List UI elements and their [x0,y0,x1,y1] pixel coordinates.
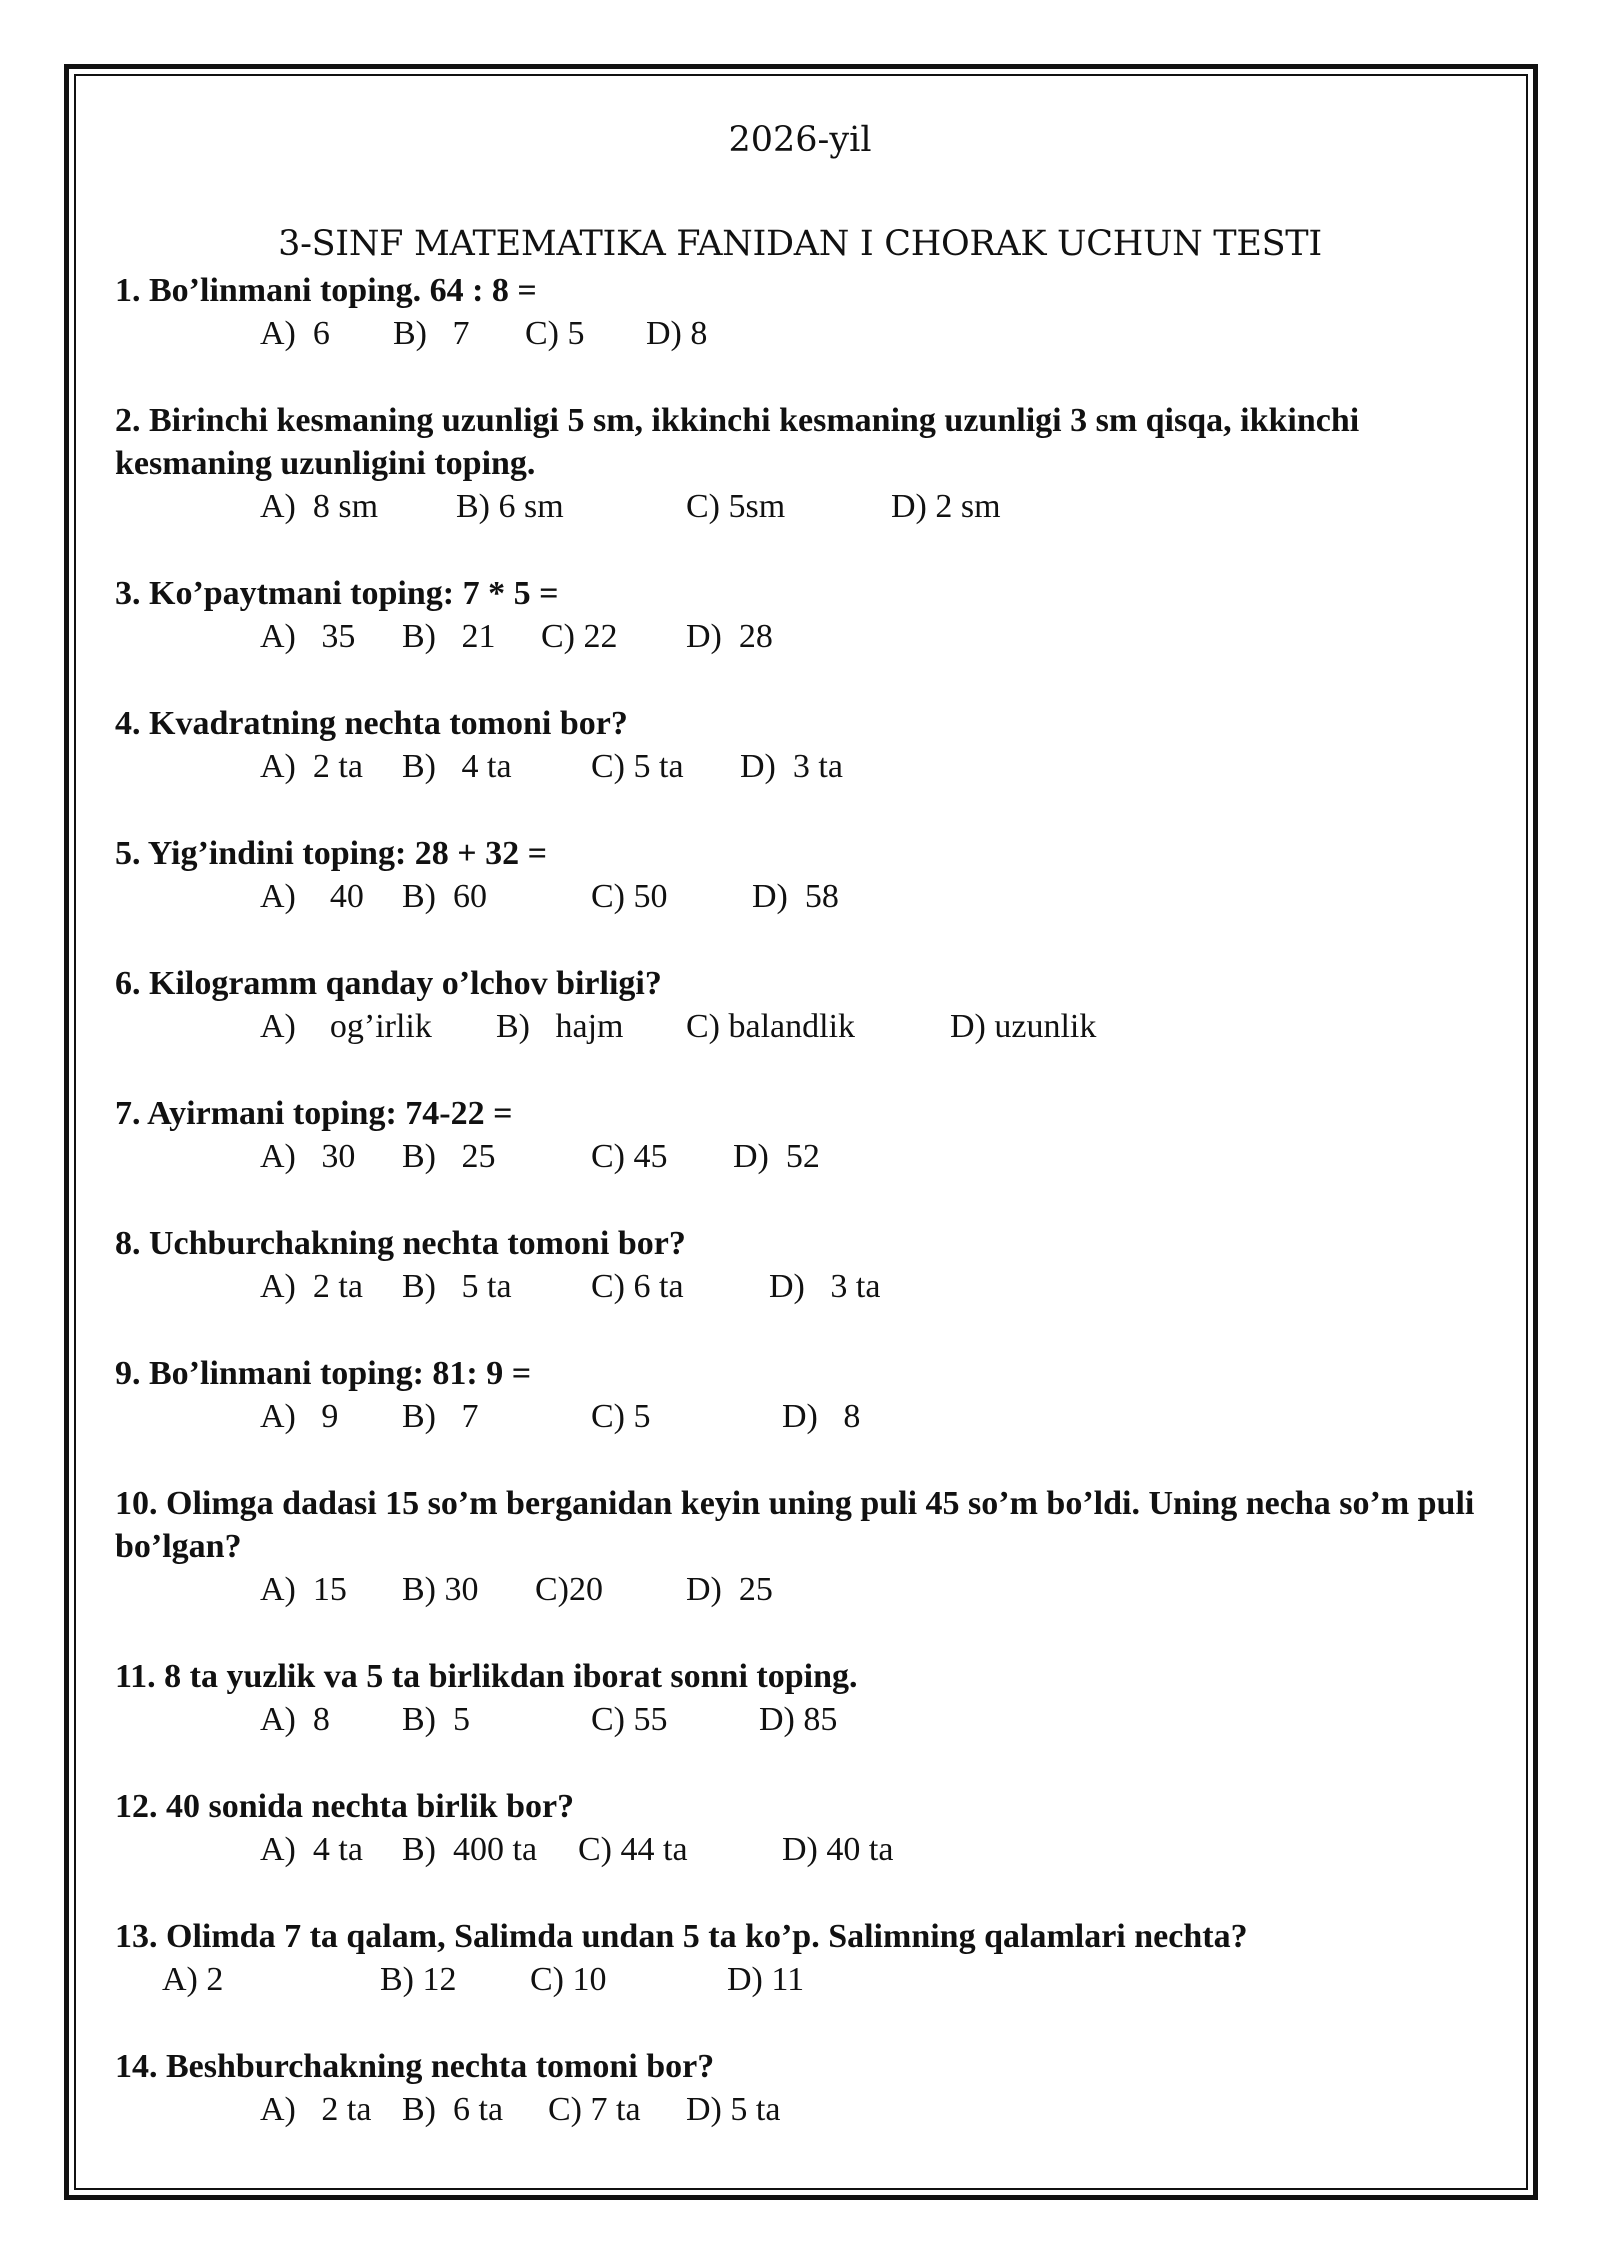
option-a: A) 9 [260,1398,339,1435]
question-10: 10. Olimga dadasi 15 so’m berganidan keyin uning puli 45 so’m bo’ldi. Uning necha so’m puli bo’lgan? [115,1485,1475,1565]
option-a: A) 2 ta [260,748,363,785]
question-2: 2. Birinchi kesmaning uzunligi 5 sm, ikkinchi kesmaning uzunligi 3 sm qisqa, ikkinchi kesmaning uzunligini toping. [115,402,1360,482]
option-a: A) 2 ta [260,2091,372,2128]
option-b: B) hajm [496,1008,624,1045]
options-5 [0,875,1600,918]
option-a: A) 6 [260,315,330,352]
option-a: A) 40 [260,878,364,915]
option-d: D) 3 ta [769,1268,881,1305]
question-5: 5. Yig’indini toping: 28 + 32 = [115,835,548,872]
option-b: B) 7 [402,1398,479,1435]
option-b: B) 4 ta [402,748,512,785]
options-10 [0,1568,1600,1611]
option-a: A) 30 [260,1138,356,1175]
option-c: C) 5sm [686,488,786,525]
option-b: B) 21 [402,618,496,655]
question-14: 14. Beshburchakning nechta tomoni bor? [115,2048,715,2085]
option-a: A) 4 ta [260,1831,363,1868]
options-8 [0,1265,1600,1308]
question-1: 1. Bo’linmani toping. 64 : 8 = [115,272,537,309]
option-d: D) 5 ta [686,2091,781,2128]
options-12 [0,1828,1600,1871]
option-b: B) 7 [393,315,470,352]
option-c: C) 5 ta [591,748,684,785]
question-9: 9. Bo’linmani toping: 81: 9 = [115,1355,532,1392]
option-d: D) 40 ta [782,1831,894,1868]
option-b: B) 5 [402,1701,470,1738]
option-b: B) 12 [380,1961,457,1998]
options-1 [0,312,1600,355]
question-13: 13. Olimda 7 ta qalam, Salimda undan 5 ta ko’p. Salimning qalamlari nechta? [115,1918,1248,1955]
option-c: C) 45 [591,1138,668,1175]
options-3 [0,615,1600,658]
question-8: 8. Uchburchakning nechta tomoni bor? [115,1225,686,1262]
option-c: C) 7 ta [548,2091,641,2128]
option-d: D) 52 [733,1138,820,1175]
option-b: B) 6 ta [402,2091,504,2128]
option-b: B) 5 ta [402,1268,512,1305]
option-d: D) 85 [759,1701,838,1738]
option-d: D) 58 [752,878,839,915]
option-d: D) 25 [686,1571,773,1608]
options-13 [0,1958,1600,2001]
option-c: C) 6 ta [591,1268,684,1305]
option-b: B) 25 [402,1138,496,1175]
options-4 [0,745,1600,788]
option-b: B) 60 [402,878,487,915]
question-6: 6. Kilogramm qanday o’lchov birligi? [115,965,662,1002]
options-2 [0,485,1600,528]
option-d: D) 8 [646,315,708,352]
option-b: B) 400 ta [402,1831,538,1868]
option-a: A) 8 [260,1701,330,1738]
option-c: C) balandlik [686,1008,856,1045]
option-d: D) 11 [727,1961,805,1998]
options-6 [0,1005,1600,1048]
test-title: 3-SINF MATEMATIKA FANIDAN I CHORAK UCHUN TESTI [278,224,1322,264]
options-9 [0,1395,1600,1438]
option-a: A) 8 sm [260,488,379,525]
question-11: 11. 8 ta yuzlik va 5 ta birlikdan iborat sonni toping. [115,1658,858,1695]
option-a: A) 15 [260,1571,347,1608]
question-3: 3. Ko’paytmani toping: 7 * 5 = [115,575,559,612]
option-d: D) 2 sm [891,488,1001,525]
option-c: C) 50 [591,878,668,915]
option-c: C) 22 [541,618,618,655]
option-c: C) 44 ta [578,1831,688,1868]
option-d: D) 8 [782,1398,861,1435]
option-a: A) 2 ta [260,1268,363,1305]
option-c: C) 55 [591,1701,668,1738]
option-a: A) og’irlik [260,1008,432,1045]
option-a: A) 35 [260,618,356,655]
options-11 [0,1698,1600,1741]
question-4: 4. Kvadratning nechta tomoni bor? [115,705,628,742]
option-a: A) 2 [162,1961,224,1998]
option-b: B) 30 [402,1571,479,1608]
option-d: D) 3 ta [740,748,843,785]
option-d: D) uzunlik [950,1008,1097,1045]
option-c: C) 5 [591,1398,651,1435]
option-d: D) 28 [686,618,773,655]
option-c: C) 5 [525,315,585,352]
question-12: 12. 40 sonida nechta birlik bor? [115,1788,575,1825]
option-c: C) 10 [530,1961,607,1998]
option-c: C)20 [535,1571,603,1608]
options-14 [0,2088,1600,2131]
year-heading: 2026-yil [728,120,872,160]
options-7 [0,1135,1600,1178]
question-7: 7. Ayirmani toping: 74-22 = [115,1095,513,1132]
option-b: B) 6 sm [456,488,564,525]
